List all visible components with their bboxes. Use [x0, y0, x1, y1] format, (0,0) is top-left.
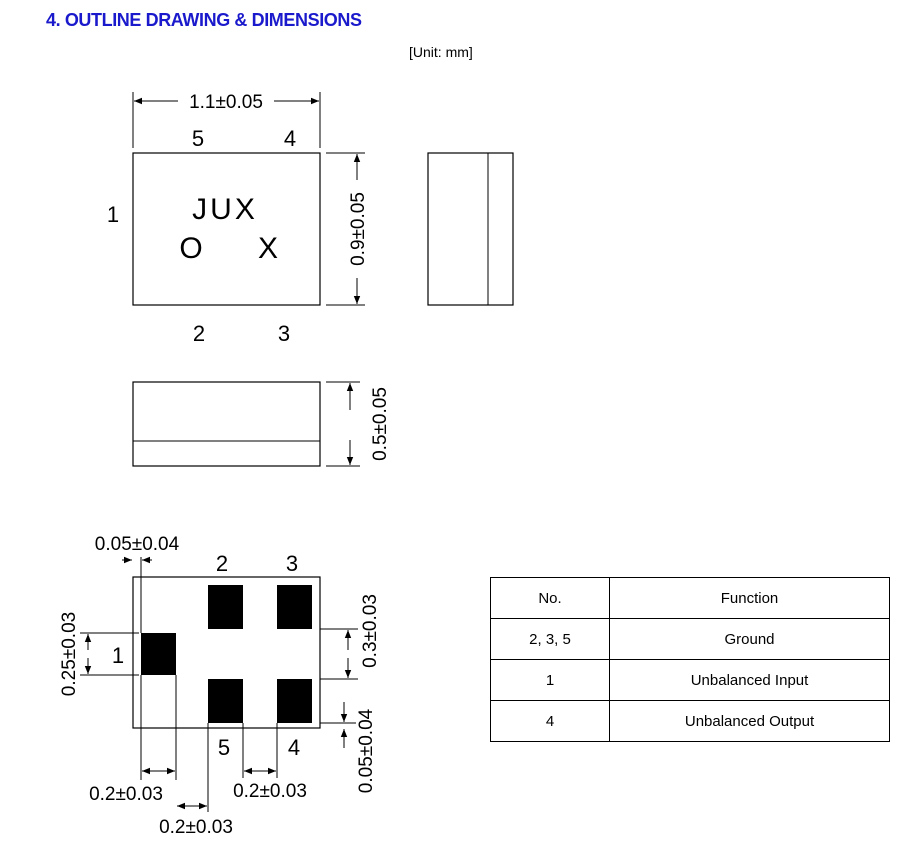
pin-number-1: 1: [106, 202, 120, 227]
height-dimension-label: 0.9±0.05: [348, 192, 369, 266]
marking-code: JUX: [192, 193, 258, 226]
marking-date-x: X: [257, 232, 279, 265]
pin-number-3: 3: [285, 551, 299, 576]
table-header-row: [491, 578, 890, 619]
pin-number-2: 2: [215, 551, 229, 576]
pad-3: [277, 585, 312, 629]
pad-4: [277, 679, 312, 723]
pin-number-1: 1: [111, 643, 125, 668]
unit-label: [Unit: mm]: [409, 44, 473, 60]
page-title: 4. OUTLINE DRAWING & DIMENSIONS: [46, 10, 362, 30]
header-function: Function: [610, 578, 890, 619]
pad-spacing-dimension-label: 0.2±0.03: [159, 817, 233, 838]
pin-number-5: 5: [217, 735, 231, 760]
pad-5: [208, 679, 243, 723]
pin-no-cell: 1: [491, 660, 610, 701]
top-view: [107, 92, 369, 346]
pad1-width-dimension-label: 0.2±0.03: [89, 784, 163, 805]
pin-function-table: [490, 577, 890, 742]
pin-function-cell: Unbalanced Output: [610, 701, 890, 742]
header-no: No.: [491, 578, 610, 619]
pad-2: [208, 585, 243, 629]
side-view-body: [428, 153, 513, 305]
right-side-view: [428, 153, 513, 305]
table-row: [491, 660, 890, 701]
pad-width-dimension-label: 0.2±0.03: [233, 781, 307, 802]
pin-number-4: 4: [287, 735, 301, 760]
pin-function-cell: Ground: [610, 619, 890, 660]
edge-gap-dimension-label: 0.05±0.04: [94, 534, 180, 555]
top-view-body: [133, 153, 320, 305]
pin-no-cell: 2, 3, 5: [491, 619, 610, 660]
thickness-dimension-label: 0.5±0.05: [370, 387, 391, 461]
pin-number-4: 4: [283, 126, 297, 151]
pad1-height-dimension-label: 0.25±0.03: [59, 611, 80, 697]
pin-function-cell: Unbalanced Input: [610, 660, 890, 701]
bottom-gap-dimension-label: 0.05±0.04: [356, 708, 377, 794]
pin-no-cell: 4: [491, 701, 610, 742]
bottom-view: [59, 534, 381, 838]
front-view-body: [133, 382, 320, 466]
front-side-view: [133, 382, 391, 466]
width-dimension-label: 1.1±0.05: [189, 92, 263, 113]
table-row: [491, 701, 890, 742]
pin-number-5: 5: [191, 126, 205, 151]
marking-date-o: O: [179, 232, 203, 265]
table-row: [491, 619, 890, 660]
pad-1: [141, 633, 176, 675]
pad-height-dimension-label: 0.3±0.03: [360, 594, 381, 668]
pin-number-3: 3: [277, 321, 291, 346]
pin-number-2: 2: [192, 321, 206, 346]
